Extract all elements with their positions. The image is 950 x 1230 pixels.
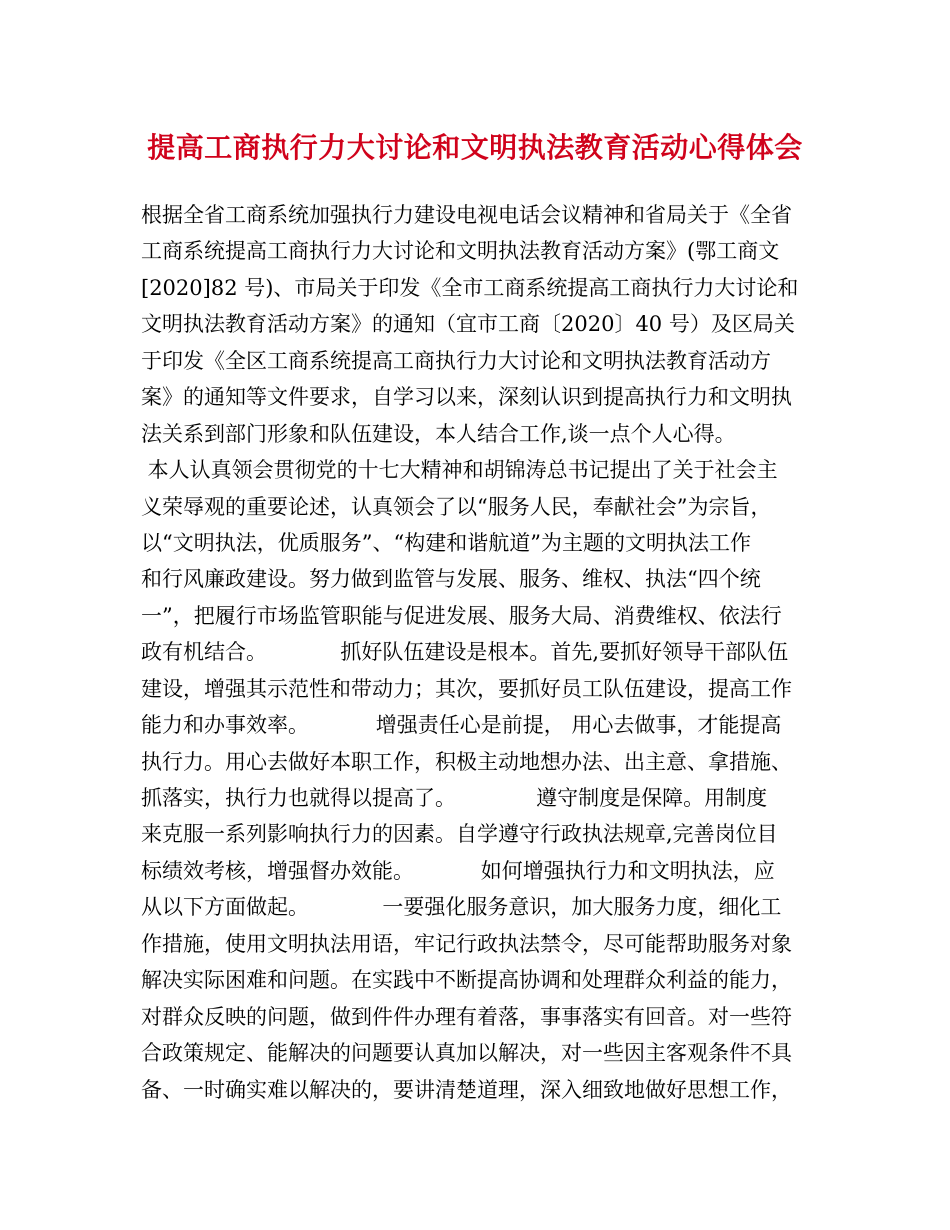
body-line: 执行力。用心去做好本职工作，积极主动地想办法、出主意、拿措施、 [141, 749, 792, 774]
body-line: 政有机结合。 抓好队伍建设是根本。首先,要抓好领导干部队伍 [141, 640, 789, 665]
body-line: 法关系到部门形象和队伍建设，本人结合工作,谈一点个人心得。 [141, 421, 736, 446]
body-line: 作措施，使用文明执法用语，牢记行政执法禁令，尽可能帮助服务对象 [141, 931, 792, 956]
body-line: 能力和办事效率。 增强责任心是前提， 用心去做事，才能提高 [141, 713, 782, 738]
body-line: 对群众反映的问题，做到件件办理有着落，事事落实有回音。对一些符 [141, 1004, 792, 1029]
body-line: 本人认真领会贯彻党的十七大精神和胡锦涛总书记提出了关于社会主 [141, 458, 778, 483]
body-line: 根据全省工商系统加强执行力建设电视电话会议精神和省局关于《全省 [141, 203, 792, 227]
body-line: 备、一时确实难以解决的，要讲清楚道理，深入细致地做好思想工作， [141, 1077, 792, 1102]
body-line: 和行风廉政建设。努力做到监管与发展、服务、维权、执法“四个统 [141, 567, 761, 592]
body-line: 来克服一系列影响执行力的因素。自学遵守行政执法规章,完善岗位目 [141, 822, 778, 847]
body-line: 案》的通知等文件要求，自学习以来，深刻认识到提高执行力和文明执 [141, 385, 792, 410]
body-line: 合政策规定、能解决的问题要认真加以解决，对一些因主客观条件不具 [141, 1041, 792, 1066]
body-line: [2020]82 号)、市局关于印发《全市工商系统提高工商执行力大讨论和 [141, 275, 799, 300]
document-title: 提高工商执行力大讨论和文明执法教育活动心得体会 [147, 131, 803, 164]
body-line: 标绩效考核，增强督办效能。 如何增强执行力和文明执法，应 [141, 858, 775, 883]
body-line: 从以下方面做起。 一要强化服务意识，加大服务力度，细化工 [141, 895, 782, 920]
body-line: 文明执法教育活动方案》的通知（宜市工商〔2020〕40 号）及区局关 [141, 312, 795, 337]
body-line: 解决实际困难和问题。在实践中不断提高协调和处理群众利益的能力， [141, 968, 792, 993]
document-body [141, 197, 813, 1108]
body-line: 于印发《全区工商系统提高工商执行力大讨论和文明执法教育活动方 [141, 348, 771, 373]
body-line: 义荣辱观的重要论述，认真领会了以“服务人民，奉献社会”为宗旨， [141, 494, 772, 519]
body-line: 抓落实，执行力也就得以提高了。 遵守制度是保障。用制度 [141, 786, 768, 810]
body-line: 以“文明执法，优质服务”、“构建和谐航道”为主题的文明执法工作 [141, 530, 751, 555]
body-line: 建设，增强其示范性和带动力；其次，要抓好员工队伍建设，提高工作 [141, 676, 792, 701]
body-line: 一”，把履行市场监管职能与促进发展、服务大局、消费维权、依法行 [141, 603, 782, 628]
body-line: 工商系统提高工商执行力大讨论和文明执法教育活动方案》(鄂工商文 [141, 239, 780, 264]
